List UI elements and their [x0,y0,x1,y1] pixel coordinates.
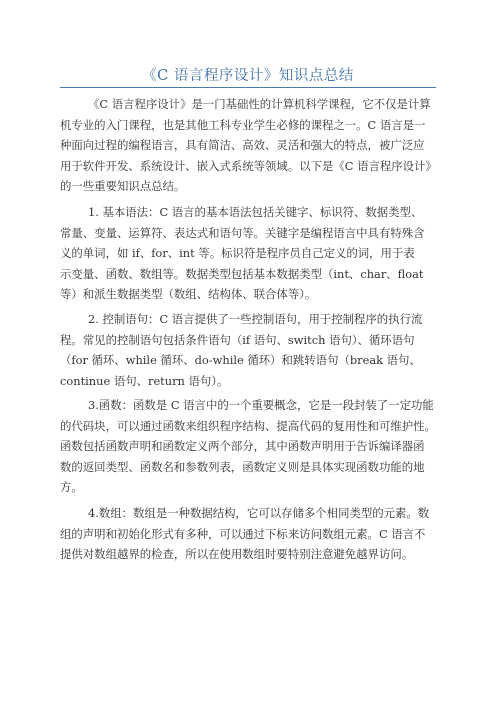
paragraph-line: 4.数组：数组是一种数据结构，它可以存储多个相同类型的元素。数 [88,506,430,520]
intro-paragraph [60,94,438,197]
paragraph-line: 程。常见的控制语句包括条件语句（if 语句、switch 语句）、循环语句 [60,332,415,347]
paragraph-line: continue 语句、return 语句）。 [60,373,229,388]
paragraph-line: 组的声明和初始化形式有多种，可以通过下标来访问数组元素。C 语言不 [60,526,426,541]
document-title: 《C 语言程序设计》知识点总结 [142,68,354,84]
title-underline [60,87,436,88]
basic-syntax-paragraph [60,202,438,305]
functions-paragraph [60,395,438,498]
control-statements-paragraph [60,309,438,391]
paragraph-line: 用于软件开发、系统设计、嵌入式系统等领域。以下是《C 语言程序设计》 [60,158,437,173]
paragraph-line: 种面向过程的编程语言，具有简洁、高效、灵活和强大的特点，被广泛应 [60,138,425,152]
paragraph-line: 数的返回类型、函数名和参数列表，函数定义则是具体实现函数功能的地 [60,459,425,474]
paragraph-line: 1. 基本语法：C 语言的基本语法包括关键字、标识符、数据类型、 [88,205,423,219]
paragraph-line: 3.函数：函数是 C 语言中的一个重要概念，它是一段封装了一定功能 [88,398,434,412]
paragraph-line: 函数包括函数声明和函数定义两个部分，其中函数声明用于告诉编译器函 [60,439,425,453]
paragraph-line: 方。 [60,480,83,494]
paragraph-line: 提供对数组越界的检查，所以在使用数组时要特别注意避免越界访问。 [60,547,414,561]
paragraph-line: （for 循环、while 循环、do-while 循环）和跳转语句（break 语句、 [60,353,421,367]
paragraph-line: 等）和派生数据类型（数组、结构体、联合体等）。 [60,287,317,301]
paragraph-line: 义的单词，如 if、for、int 等。标识符是程序员自己定义的词，用于表 [60,246,415,260]
paragraph-line: 2. 控制语句：C 语言提供了一些控制语句，用于控制程序的执行流 [88,312,423,326]
paragraph-line: 的一些重要知识点总结。 [60,179,186,193]
arrays-paragraph [60,503,438,565]
paragraph-line: 机专业的入门课程，也是其他工科专业学生必修的课程之一。C 语言是一 [60,117,426,132]
paragraph-line: 《C 语言程序设计》是一门基础性的计算机科学课程，它不仅是计算 [88,97,431,111]
paragraph-line: 示变量、函数、数组等。数据类型包括基本数据类型（int、char、float [60,266,424,281]
paragraph-line: 常量、变量、运算符、表达式和语句等。关键字是编程语言中具有特殊含 [60,225,425,240]
paragraph-line: 的代码块，可以通过函数来组织程序结构、提高代码的复用性和可维护性。 [60,418,436,433]
